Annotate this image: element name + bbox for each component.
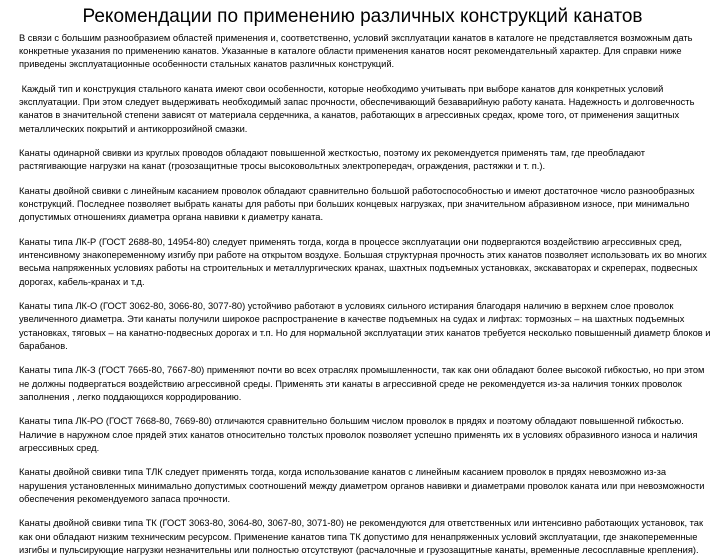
paragraph-lk-r: Канаты типа ЛК-Р (ГОСТ 2688-80, 14954-80) следует применять тогда, когда в процессе эксплуатации они подвергаются воздействию агрессивных сред, интенсивному знакопеременному изгибу при работе на открытом воздухе. Большая структурная прочность этих канатов позволяет использовать их во многих весьма напряженных условиях работы на строительных и металлургических кранах, шахтных подъемных установках, экскаваторах и скреперах, подвесных дорогах, кабель-кранах и т.д. — [19, 237, 710, 287]
paragraph-lk-z: Канаты типа ЛК-З (ГОСТ 7665-80, 7667-80) применяют почти во всех отраслях промышленности, так как они обладают более высокой гибкостью, но при этом не должны подвергаться воздействию агрессивной среды. Применять эти канаты в агрессивной среде не рекомендуется из-за наличия тонких проволок заполнения , легко поддающихся корродированию. — [19, 365, 708, 402]
paragraph-intro: В связи с большим разнообразием областей применения и, соответственно, условий эксплуатации канатов в каталоге не представляется возможным дать конкретные указания по применению канатов. Указанные в каталоге области применения канатов носят рекомендательный характер. Для справки ниже приведены эксплуатационные особенности стальных канатов различных конструкций. — [19, 33, 696, 70]
paragraph-lk-o: Канаты типа ЛК-О (ГОСТ 3062-80, 3066-80, 3077-80) устойчиво работают в условиях сильного истирания благодаря наличию в верхнем слое проволок увеличенного диаметра. Эти канаты получили широкое распространение в качестве подъемных на судах и лифтах: тормозных – на шахтных подъемных установках, тяговых – на канатно-подвесных дорогах и т.п. Но для нормальной эксплуатации этих канатов требуется несколько повышенный диаметр блоков и барабанов. — [19, 301, 714, 351]
paragraph-lk-ro: Канаты типа ЛК-РО (ГОСТ 7668-80, 7669-80) отличаются сравнительно большим числом проволок в прядях и поэтому обладают повышенной гибкостью. Наличие в наружном слое прядей этих канатов относительно толстых проволок позволяет успешно применять их в условиях образивного износа и наличия агрессивных сред. — [19, 416, 701, 453]
paragraph-rope-features: Каждый тип и конструкция стального каната имеют свои особенности, которые необходимо учитывать при выборе канатов для конкретных условий эксплуатации. При этом следует выдерживать необходимый запас прочности, обеспечивающий безаварийную работу каната. Надежность и долговечность канатов в значительной степени зависят от материала сердечника, а канатов, работающих в агрессивных средах, кроме того, от применения защитных металлических покрытий и антикоррозийной смазки. — [19, 84, 698, 134]
paragraph-tlk: Канаты двойной свивки типа ТЛК следует применять тогда, когда использование канатов с линейным касанием проволок в прядях невозможно из-за нарушения установленных минимально допустимых соотношений между диаметром органов навивки и диаметрами проволок каната или при невозможности обеспечения рекомендуемого запаса прочности. — [19, 467, 708, 504]
paragraph-tk: Канаты двойной свивки типа ТК (ГОСТ 3063-80, 3064-80, 3067-80, 3071-80) не рекомендуются для ответственных или интенсивно работающих установок, так как они обладают низким техническим ресурсом. Применение канатов типа ТК допустимо для ненапряженных условий эксплуатации, где знакопеременные изгибы и пульсирующие нагрузки незначительны или полностью отсутствуют (расчалочные и грузозащитные канаты, временные лесосплавные крепления). — [19, 518, 706, 555]
body-text — [19, 32, 712, 557]
page-title: Рекомендации по применению различных конструкций канатов — [82, 6, 643, 27]
paragraph-double-lay-linear: Канаты двойной свивки с линейным касанием проволок обладают сравнительно большой работоспособностью и имеют достаточное число разнообразных конструкций. Последнее позволяет выбрать канаты для работы при больших концевых нагрузках, при значительном абразивном износе, при минимально допустимых отношениях диаметра органа навивки к диаметру каната. — [19, 186, 698, 223]
paragraph-single-lay: Канаты одинарной свивки из круглых проводов обладают повышенной жесткостью, поэтому их рекомендуется применять там, где преобладают растягивающие нагрузки на канат (грозозащитные тросы высоковольтных электропередач, ограждения, растяжки и т. п.). — [19, 148, 648, 172]
